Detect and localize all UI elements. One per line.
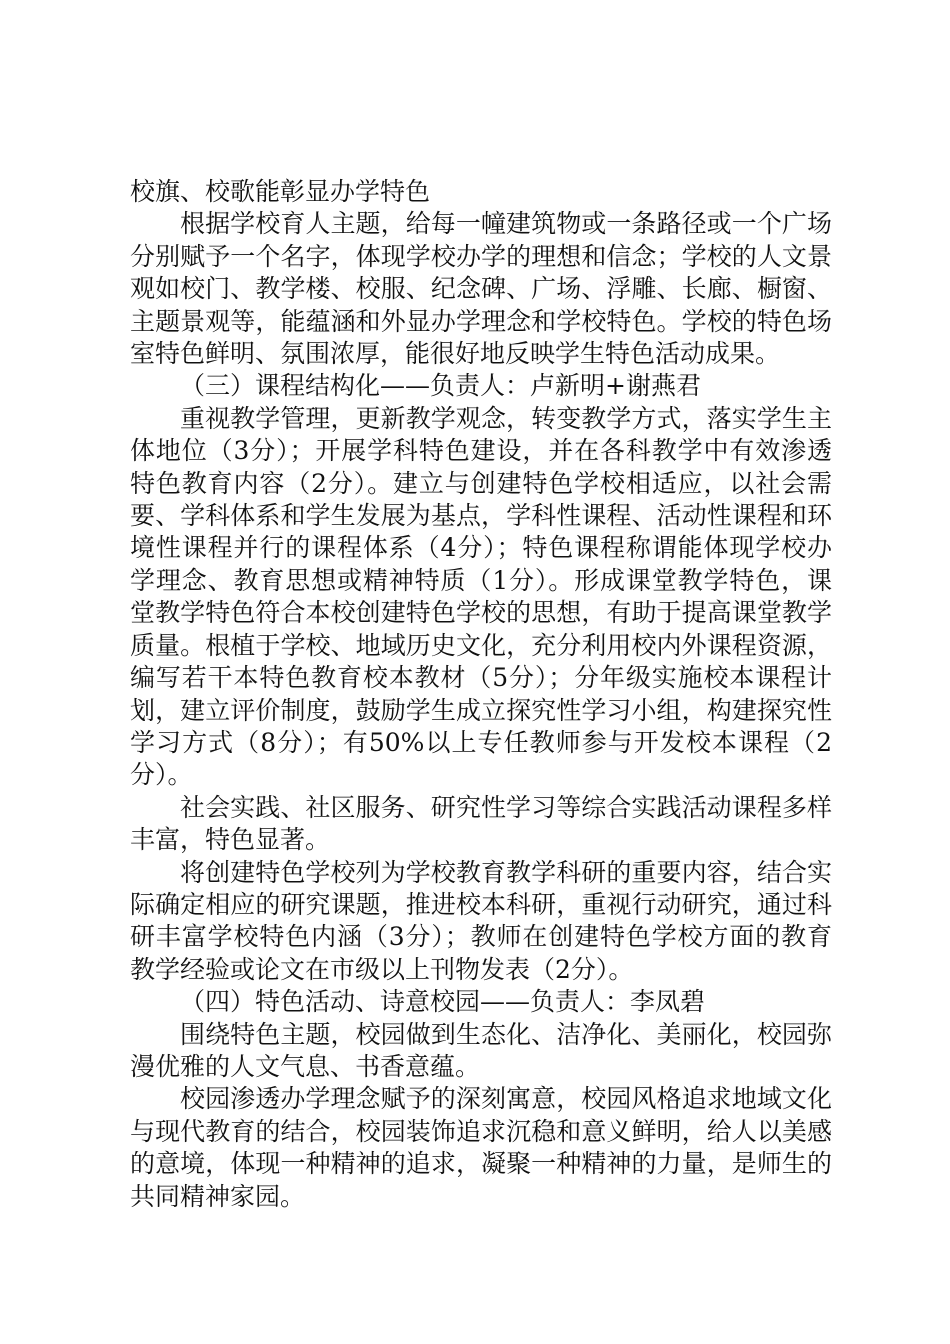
paragraph-school-flag: 校旗、校歌能彰显办学特色 (130, 177, 431, 206)
section-heading-activities: （四）特色活动、诗意校园——负责人：李凤碧 (180, 987, 706, 1017)
paragraph-social-practice: 社会实践、社区服务、研究性学习等综合实践活动课程多样丰富，特色显著。 (130, 792, 832, 855)
paragraph-campus-naming: 根据学校育人主题，给每一幢建筑物或一条路径或一个广场分别赋予一个名字，体现学校办学的理想和信念；学校的人文景观如校门、教学楼、校服、纪念碑、广场、浮雕、长廊、橱窗、主题景观等，能蕴涵和外显办学理念和学校特色。学校的特色场室特色鲜明、氛围浓厚，能很好地反映学生特色活动成果。 (130, 209, 832, 369)
paragraph-campus-ecology: 围绕特色主题，校园做到生态化、洁净化、美丽化，校园弥漫优雅的人文气息、书香意蕴。 (130, 1019, 832, 1081)
paragraph-research: 将创建特色学校列为学校教育教学科研的重要内容，结合实际确定相应的研究课题，推进校本科研，重视行动研究，通过科研丰富学校特色内涵（3分）；教师在创建特色学校方面的教育教学经验或论文在市级以上刊物发表（2分）。 (130, 857, 832, 984)
section-heading-curriculum: （三）课程结构化——负责人：卢新明+谢燕君 (180, 371, 701, 401)
paragraph-campus-meaning: 校园渗透办学理念赋予的深刻寓意，校园风格追求地域文化与现代教育的结合，校园装饰追求沉稳和意义鲜明，给人以美感的意境，体现一种精神的追求，凝聚一种精神的力量，是师生的共同精神家园。 (130, 1084, 832, 1211)
document-body (130, 176, 832, 1213)
paragraph-teaching-management: 重视教学管理，更新教学观念，转变教学方式，落实学生主体地位（3分）；开展学科特色建设，并在各科教学中有效渗透特色教育内容（2分）。建立与创建特色学校相适应，以社会需要、学科体系和学生发展为基点，学科性课程、活动性课程和环境性课程并行的课程体系（4分）；特色课程称谓能体现学校办学理念、教育思想或精神特质（1分）。形成课堂教学特色，课堂教学特色符合本校创建特色学校的思想，有助于提高课堂教学质量。根植于学校、地域历史文化，充分利用校内外课程资源，编写若干本特色教育校本教材（5分）；分年级实施校本课程计划，建立评价制度，鼓励学生成立探究性学习小组，构建探究性学习方式（8分）；有50%以上专任教师参与开发校本课程（2分）。 (130, 403, 832, 790)
